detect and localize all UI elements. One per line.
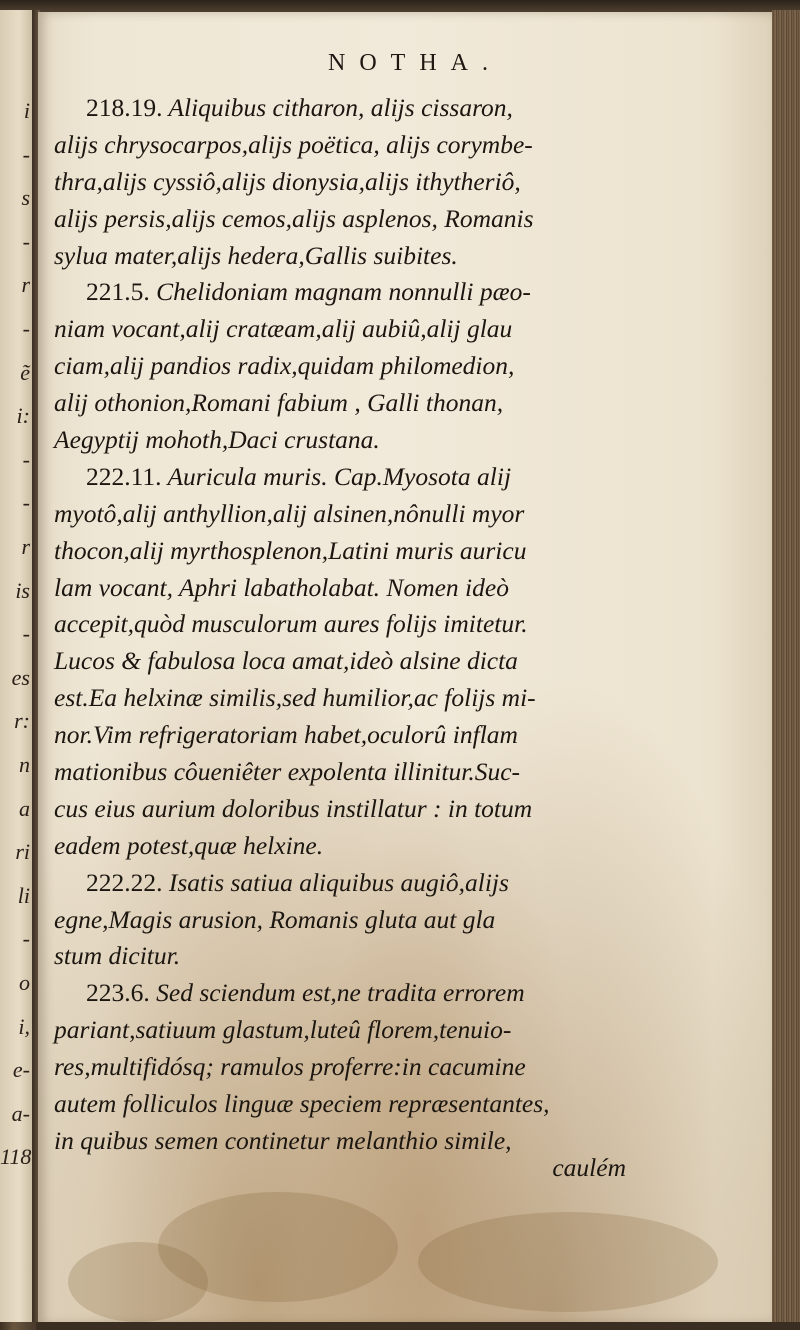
line-text: accepit,quòd musculorum aures folijs imitetur. <box>54 609 528 639</box>
text-line <box>54 90 626 127</box>
line-text: Aegyptij mohoth,Daci crustana. <box>54 425 380 455</box>
text-line <box>54 570 626 607</box>
text-line <box>54 1012 626 1049</box>
water-stain <box>418 1212 718 1312</box>
facing-page-fragment: - <box>22 141 30 167</box>
line-text: lam vocant, Aphri labatholabat. Nomen ideò <box>54 572 509 602</box>
text-line <box>54 606 626 643</box>
line-text: sylua mater,alijs hedera,Gallis suibites. <box>54 240 458 270</box>
facing-page-fragment: r: <box>14 708 30 734</box>
text-line <box>54 533 626 570</box>
line-text: alij othonion,Romani fabium , Galli thonan, <box>54 388 504 418</box>
facing-page-fragment: - <box>22 446 30 472</box>
facing-page-fragment: i <box>23 98 30 123</box>
line-text: nor.Vim refrigeratoriam habet,oculorû inflam <box>54 720 518 750</box>
line-text: alijs persis,alijs cemos,alijs asplenos, Romanis <box>54 203 534 233</box>
line-text: niam vocant,alij cratæam,alij aubiû,alij glau <box>54 314 513 344</box>
line-text: eadem potest,quæ helxine. <box>54 830 324 860</box>
line-text: Aliquibus citharon, alijs cissaron, <box>168 93 513 122</box>
text-line <box>54 643 626 680</box>
line-text: stum dicitur. <box>54 941 181 971</box>
line-text: thocon,alij myrthosplenon,Latini muris auricu <box>54 535 527 565</box>
facing-page-edge <box>0 10 33 1322</box>
paragraph <box>54 459 626 865</box>
line-text: est.Ea helxinæ similis,sed humilior,ac folijs mi- <box>54 683 536 713</box>
facing-page-fragment: - <box>22 316 30 341</box>
facing-page-fragment: i: <box>16 403 30 429</box>
facing-page-fragment: li <box>17 882 30 908</box>
bottom-edge <box>36 1322 800 1330</box>
reference-number: 222.22. <box>86 867 163 897</box>
facing-page-fragment: a <box>19 795 30 821</box>
text-line <box>54 164 626 201</box>
facing-page-fragment: o <box>19 970 30 995</box>
text-line <box>54 902 626 939</box>
facing-page-fragment: - <box>22 621 30 647</box>
facing-page-fragment: is <box>15 577 30 603</box>
facing-page-fragment: e- <box>12 1057 30 1083</box>
facing-page-fragment: - <box>22 228 30 254</box>
line-text: in quibus semen continetur melanthio simile, <box>54 1125 512 1155</box>
facing-page-fragment: 118 <box>0 1144 32 1170</box>
text-line <box>54 975 626 1012</box>
facing-page-fragment: ẽ <box>20 359 30 385</box>
line-text: myotô,alij anthyllion,alij alsinen,nônulli myor <box>54 498 525 528</box>
line-text: res,multifidósq; ramulos proferre:in cacumine <box>54 1052 526 1082</box>
catchword: caulém <box>552 1153 626 1182</box>
top-edge <box>0 0 800 12</box>
line-text: cus eius aurium doloribus instillatur : in totum <box>54 793 533 823</box>
paragraph <box>54 274 626 458</box>
text-line <box>54 422 626 459</box>
water-stain <box>68 1242 208 1322</box>
facing-page-fragment: r <box>21 272 30 298</box>
text-line <box>54 754 626 791</box>
text-line <box>54 274 626 311</box>
line-text: alijs chrysocarpos,alijs poëtica, alijs corymbe- <box>54 129 533 159</box>
line-text: pariant,satiuum glastum,luteû florem,tenuio- <box>54 1015 512 1045</box>
line-text: Sed sciendum est,ne tradita errorem <box>156 978 525 1008</box>
reference-number: 223.6. <box>86 978 150 1008</box>
book-page <box>38 12 772 1324</box>
text-line <box>54 348 626 385</box>
reference-number: 221.5. <box>86 277 150 307</box>
paragraph <box>54 865 626 976</box>
text-line <box>54 791 626 828</box>
page-body <box>54 90 626 1160</box>
paragraph <box>54 90 626 274</box>
line-text: autem folliculos linguæ speciem repræsentantes, <box>54 1089 550 1119</box>
text-line <box>54 459 626 496</box>
reference-number: 218.19. <box>86 93 163 122</box>
text-line <box>54 1086 626 1123</box>
page-block-edges <box>772 10 800 1326</box>
facing-page-fragment: r <box>21 534 30 559</box>
facing-page-fragment: a- <box>11 1100 30 1126</box>
line-text: ciam,alij pandios radix,quidam philomedion, <box>54 351 515 381</box>
text-line <box>54 385 626 422</box>
text-line <box>54 238 626 275</box>
facing-page-fragment: - <box>22 926 30 952</box>
running-head: NOTHA. <box>328 50 502 76</box>
reference-number: 222.11. <box>86 461 162 491</box>
text-line <box>54 717 626 754</box>
text-line <box>54 311 626 348</box>
line-text: Lucos & fabulosa loca amat,ideò alsine dicta <box>54 646 518 676</box>
line-text: Auricula muris. Cap.Myosota alij <box>167 461 512 491</box>
facing-page-fragment: ri <box>15 839 30 865</box>
text-line <box>54 496 626 533</box>
text-line <box>54 865 626 902</box>
facing-page-fragment: n <box>19 752 30 777</box>
facing-page-fragment: i, <box>18 1013 30 1039</box>
line-text: mationibus côueniêter expolenta illinitur.Suc- <box>54 757 520 787</box>
text-line <box>54 938 626 975</box>
facing-page-fragment: es <box>11 664 30 690</box>
text-line <box>54 201 626 238</box>
text-line <box>54 680 626 717</box>
line-text: Chelidoniam magnam nonnulli pæo- <box>156 277 531 307</box>
text-line <box>54 1049 626 1086</box>
line-text: egne,Magis arusion, Romanis gluta aut gla <box>54 904 496 934</box>
facing-page-fragment: s <box>21 185 30 211</box>
line-text: thra,alijs cyssiô,alijs dionysia,alijs ithytheriô, <box>54 166 521 196</box>
text-line <box>54 127 626 164</box>
paragraph <box>54 975 626 1159</box>
line-text: Isatis satiua aliquibus augiô,alijs <box>168 867 509 897</box>
facing-page-fragment: - <box>22 490 30 516</box>
text-line <box>54 828 626 865</box>
